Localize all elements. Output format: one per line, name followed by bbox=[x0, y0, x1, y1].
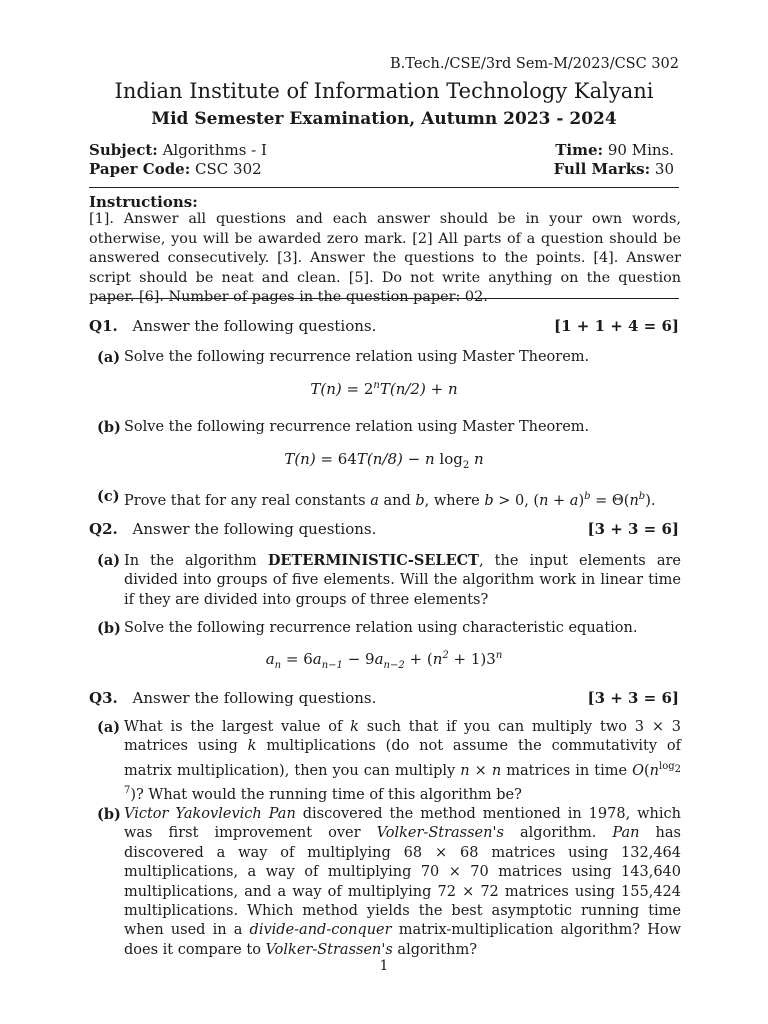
equation-1a: $T(n) = 2^nT(n/2) + n$ bbox=[310, 380, 458, 398]
subject-label: Subject: bbox=[89, 141, 158, 159]
part-label: (b) bbox=[97, 806, 121, 823]
question-1b bbox=[97, 418, 681, 437]
question-text: Answer the following questions. bbox=[132, 689, 377, 707]
part-text: Solve the following recurrence relation using Master Theorem. bbox=[124, 419, 590, 435]
question-3 bbox=[89, 689, 679, 707]
full-marks-line bbox=[554, 160, 674, 178]
part-text: Solve the following recurrence relation using characteristic equation. bbox=[124, 620, 638, 636]
full-marks-label: Full Marks: bbox=[553, 160, 651, 178]
instructions-text: [1]. Answer all questions and each answer should be in your own words, otherwise, you will be awarded zero mark. [2] All parts of a question should be answered consecutively. [3]. Answer the questions to the points. [4]. Answer script should be neat and clean. [5]. Do not write anything on the question paper. [6]. Number of pages in the question paper: 02. bbox=[89, 211, 681, 306]
instructions-heading: Instructions: bbox=[89, 193, 198, 211]
paper-code-line bbox=[89, 160, 262, 178]
paper-code-value: CSC 302 bbox=[195, 160, 262, 178]
question-1 bbox=[89, 317, 679, 335]
question-number: Q3. bbox=[89, 689, 118, 707]
part-text-post: , the input elements are divided into groups of five elements. Will the algorithm work in linear time if they are divided into groups of three elements? bbox=[124, 553, 681, 608]
question-marks: [3 + 3 = 6] bbox=[587, 520, 679, 538]
question-2b bbox=[97, 619, 681, 638]
full-marks-value: 30 bbox=[654, 160, 674, 178]
equation-1b: T(n) = 64T(n/8) − n $\log_2 n$ bbox=[284, 450, 484, 471]
paper-code-header: B.Tech./CSE/3rd Sem-M/2023/CSC 302 bbox=[390, 56, 679, 72]
part-label: (b) bbox=[97, 620, 121, 637]
question-1c bbox=[97, 487, 681, 511]
algorithm-name: DETERMINISTIC-SELECT bbox=[267, 552, 479, 569]
part-label: (a) bbox=[97, 552, 121, 569]
page-number: 1 bbox=[379, 958, 389, 974]
divider bbox=[95, 298, 679, 299]
part-label: (a) bbox=[97, 349, 121, 366]
question-number: Q2. bbox=[89, 520, 118, 538]
question-marks: [1 + 1 + 4 = 6] bbox=[554, 317, 679, 335]
question-3a bbox=[97, 718, 681, 805]
subject-line bbox=[89, 141, 267, 159]
question-text: Answer the following questions. bbox=[132, 520, 377, 538]
time-value: 90 Mins. bbox=[607, 141, 674, 159]
part-text: Solve the following recurrence relation using Master Theorem. bbox=[124, 349, 590, 365]
subject-value: Algorithms - I bbox=[162, 141, 267, 159]
time-line bbox=[555, 141, 674, 159]
paper-code-label: Paper Code: bbox=[89, 160, 191, 178]
divider bbox=[89, 187, 679, 188]
part-label: (a) bbox=[97, 719, 121, 736]
question-2 bbox=[89, 520, 679, 538]
part-label: (b) bbox=[97, 419, 121, 436]
part-text-pre: In the algorithm bbox=[124, 553, 268, 569]
question-marks: [3 + 3 = 6] bbox=[587, 689, 679, 707]
part-label: (c) bbox=[97, 488, 120, 505]
question-number: Q1. bbox=[89, 317, 118, 335]
question-2a bbox=[97, 551, 681, 610]
part-text: What is the largest value of k such that if you can multiply two 3 × 3 matrices using k multiplications (do not assume the commutativity of matrix multiplication), then you can multiply n × n matrices in time $O(n^{log_2 7})$? What would the running time of this algorithm be? bbox=[124, 719, 682, 803]
exam-title: Mid Semester Examination, Autumn 2023 - 2024 bbox=[151, 109, 617, 129]
time-label: Time: bbox=[555, 141, 604, 159]
question-text: Answer the following questions. bbox=[132, 317, 377, 335]
institute-title: Indian Institute of Information Technology Kalyani bbox=[114, 79, 654, 103]
question-3b bbox=[97, 805, 681, 960]
question-1a bbox=[97, 348, 681, 367]
part-text: Victor Yakovlevich Pan discovered the method mentioned in 1978, which was first improvement over Volker-Strassen's algorithm. Pan has discovered a way of multiplying 68 × 68 matrices using 132,464 multiplications, a way of multiplying 70 × 70 matrices using 143,640 multiplications, and a way of multiplying 72 × 72 matrices using 155,424 multiplications. Which method yields the best asymptotic running time when used in a divide-and-conquer matrix-multiplication algorithm? How does it compare to Volker-Strassen's algorithm? bbox=[124, 806, 681, 958]
part-text bbox=[124, 551, 681, 610]
part-text: Prove that for any real constants a and b, where b > 0, $(n + a)^b = \Theta(n^b)$. bbox=[124, 491, 656, 509]
equation-2b: $a_n = 6a_{n-1} - 9a_{n-2} + (n^2 + 1)3^n$ bbox=[265, 650, 503, 671]
